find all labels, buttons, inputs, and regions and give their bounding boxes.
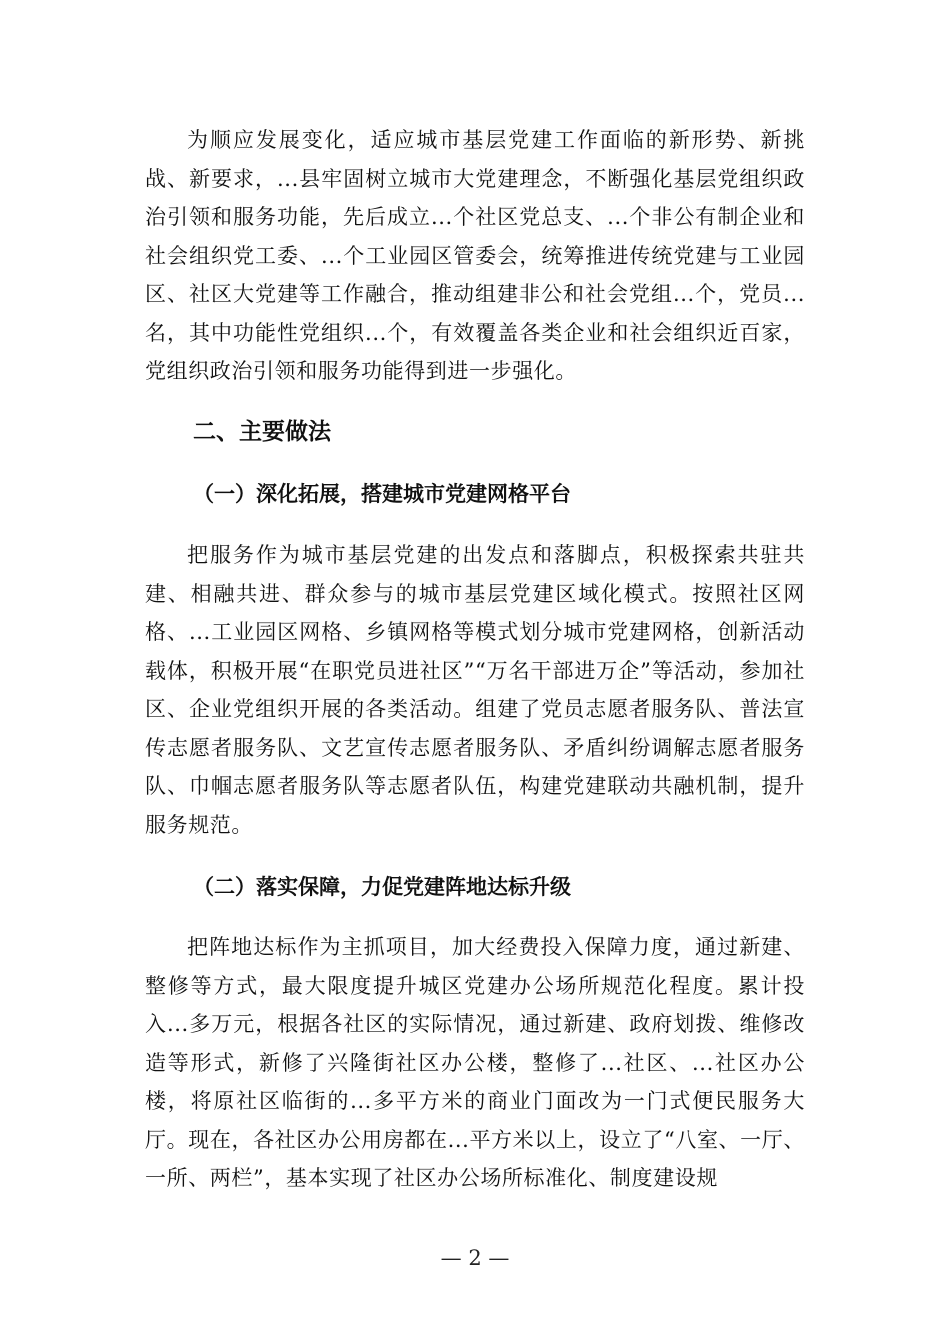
subsection-heading-1: （一）深化拓展，搭建城市党建网格平台 bbox=[193, 482, 571, 506]
intro-paragraph: 为顺应发展变化，适应城市基层党建工作面临的新形势、新挑战、新要求，...县牢固树立城市大党建理念，不断强化基层党组织政治引领和服务功能，先后成立...个社区党总支、...个非公有制企业和社会组织党工委、...个工业园区管委会，统筹推进传统党建与工业园区、社区大党建等工作融合，推动组建非公和社会党组...个，党员...名，其中功能性党组织...个，有效覆盖各类企业和社会组织近百家，党组织政治引领和服务功能得到进一步强化。 bbox=[145, 128, 805, 383]
page-number: — 2 — bbox=[440, 1246, 510, 1270]
subsection-heading-2: （二）落实保障，力促党建阵地达标升级 bbox=[193, 875, 571, 899]
subsection-2-paragraph: 把阵地达标作为主抓项目，加大经费投入保障力度，通过新建、整修等方式，最大限度提升城区党建办公场所规范化程度。累计投入...多万元，根据各社区的实际情况，通过新建、政府划拨、维修改造等形式，新修了兴隆街社区办公楼，整修了...社区、...社区办公楼，将原社区临街的...多平方米的商业门面改为一门式便民服务大厅。现在，各社区办公用房都在...平方米以上，设立了“八室、一厅、一所、两栏”，基本实现了社区办公场所标准化、制度建设规 bbox=[145, 935, 805, 1190]
section-heading-main-practices: 二、主要做法 bbox=[193, 419, 331, 445]
subsection-1-paragraph: 把服务作为城市基层党建的出发点和落脚点，积极探索共驻共建、相融共进、群众参与的城市基层党建区域化模式。按照社区网格、...工业园区网格、乡镇网格等模式划分城市党建网格，创新活动载体，积极开展“在职党员进社区”“万名干部进万企”等活动，参加社区、企业党组织开展的各类活动。组建了党员志愿者服务队、普法宣传志愿者服务队、文艺宣传志愿者服务队、矛盾纠纷调解志愿者服务队、巾帼志愿者服务队等志愿者队伍，构建党建联动共融机制，提升服务规范。 bbox=[145, 543, 805, 837]
